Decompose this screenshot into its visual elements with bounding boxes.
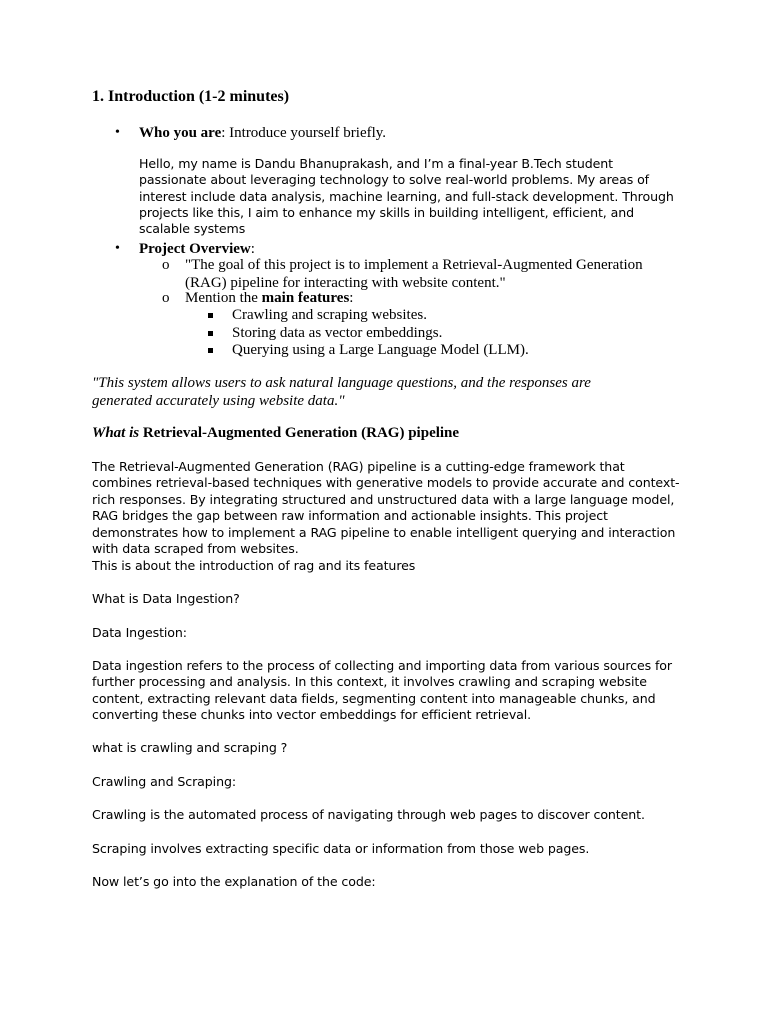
square-bullet-icon — [208, 313, 213, 318]
who-label: Who you are — [139, 125, 222, 141]
feature-text: Querying using a Large Language Model (LLM). — [232, 342, 529, 358]
mention-prefix: Mention the — [185, 290, 262, 306]
overview-label: Project Overview — [139, 241, 251, 257]
crawling-label: Crawling and Scraping: — [92, 774, 236, 789]
who-text: : Introduce yourself briefly. — [221, 125, 387, 141]
system-quote: "This system allows users to ask natural language questions, and the responses are generated accurately using website data." — [92, 375, 591, 409]
rag-heading-italic: What is — [92, 425, 143, 441]
feature-text: Crawling and scraping websites. — [232, 307, 427, 323]
bullet-icon: • — [115, 125, 120, 140]
ingestion-label: Data Ingestion: — [92, 625, 187, 640]
bullet-icon: • — [115, 241, 120, 256]
overview-colon: : — [250, 241, 255, 257]
rag-heading — [92, 425, 459, 442]
intro-heading: 1. Introduction (1-2 minutes) — [92, 88, 290, 105]
circle-bullet-icon: o — [162, 290, 170, 306]
rag-heading-bold: Retrieval-Augmented Generation (RAG) pipeline — [142, 425, 460, 441]
square-bullet-icon — [208, 331, 213, 336]
scraping-description: Scraping involves extracting specific data or information from those web pages. — [92, 841, 590, 856]
rag-description: The Retrieval-Augmented Generation (RAG) pipeline is a cutting-edge framework that combines retrieval-based techniques with generative models to provide accurate and context-rich responses. By integrating structured and unstructured data with a large language model, RAG bridges the gap between raw information and actionable insights. This project demonstrates how to implement a RAG pipeline to enable intelligent querying and interaction with data scraped from websites. — [92, 459, 680, 557]
crawling-question: what is crawling and scraping ? — [92, 740, 288, 755]
square-bullet-icon — [208, 348, 213, 353]
feature-text: Storing data as vector embeddings. — [232, 324, 443, 341]
crawling-description: Crawling is the automated process of navigating through web pages to discover content. — [92, 807, 645, 822]
rag-note: This is about the introduction of rag and its features — [92, 558, 416, 573]
ingestion-description: Data ingestion refers to the process of collecting and importing data from various sources for further processing and analysis. In this context, it involves crawling and scraping website content, extracting relevant data fields, segmenting content into manageable chunks, and converting these chunks into vector embeddings for efficient retrieval. — [92, 658, 672, 723]
bio-paragraph: Hello, my name is Dandu Bhanuprakash, and I’m a final-year B.Tech student passionate about leveraging technology to solve real-world problems. My areas of interest include data analysis, machine learning, and full-stack development. Through projects like this, I aim to enhance my skills in building intelligent, efficient, and scalable systems — [139, 156, 674, 237]
circle-bullet-icon: o — [162, 257, 170, 273]
goal-text: "The goal of this project is to implement a Retrieval-Augmented Generation (RAG) pipeline for interacting with website content." — [185, 257, 643, 291]
mention-bold: main features — [261, 290, 350, 306]
mention-suffix: : — [349, 290, 354, 306]
code-intro: Now let’s go into the explanation of the code: — [92, 874, 376, 889]
ingestion-question: What is Data Ingestion? — [92, 591, 240, 606]
